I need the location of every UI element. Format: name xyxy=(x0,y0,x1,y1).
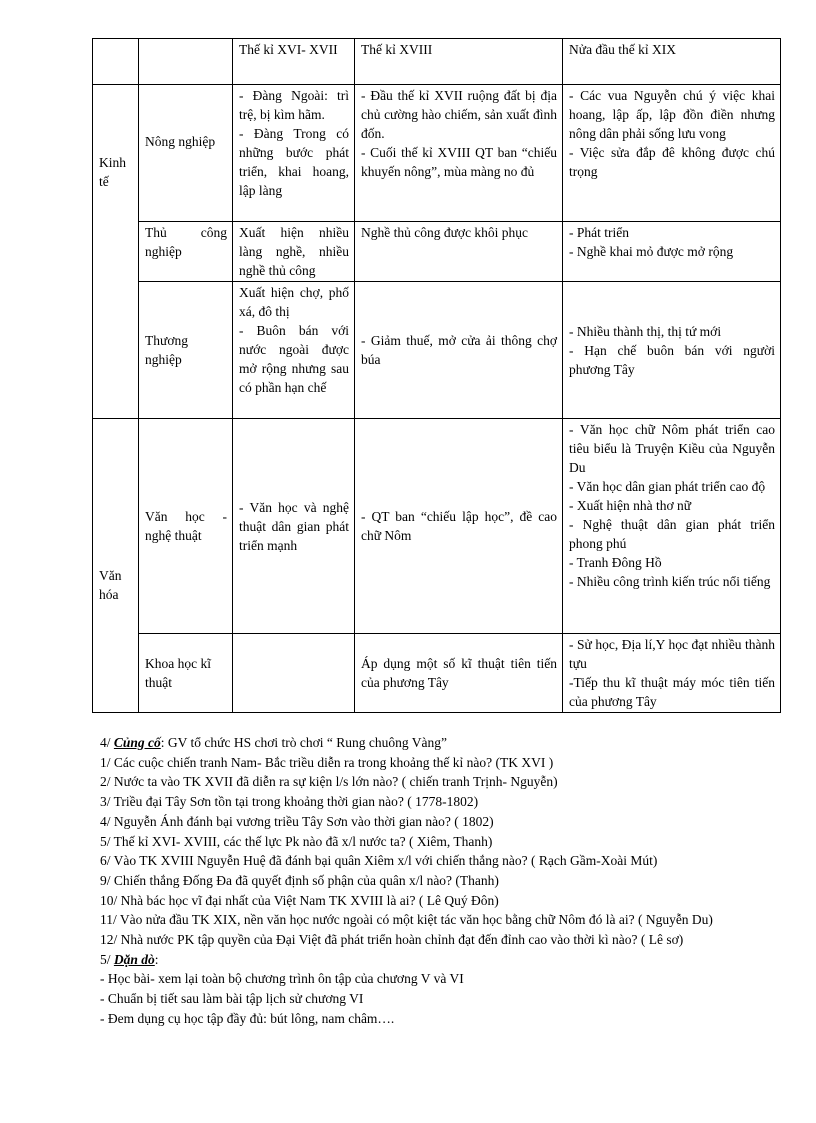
cell-line: - Sử học, Địa lí,Y học đạt nhiều thành tựu xyxy=(569,637,775,671)
cell-line: - Nghề khai mỏ được mở rộng xyxy=(569,244,734,259)
homework-item: - Học bài- xem lại toàn bộ chương trình ôn tập của chương V và VI xyxy=(100,971,464,987)
cell-c3 xyxy=(563,634,781,713)
cell-line: - Cuối thế kỉ XVIII QT ban “chiếu khuyến nông”, mùa màng no đủ xyxy=(361,145,557,179)
cell-c2 xyxy=(355,419,563,634)
history-review-table xyxy=(92,38,781,713)
header-c1: Thế kỉ XVI- XVII xyxy=(233,39,355,85)
cell-c2 xyxy=(355,85,563,222)
cell-c1 xyxy=(233,222,355,282)
row-label: Thủ công nghiệp xyxy=(139,222,233,282)
cell-line: - Nhiều thành thị, thị tứ mới xyxy=(569,323,722,339)
section-number: 5/ xyxy=(100,951,111,967)
cell-c3 xyxy=(563,222,781,282)
section-title: Củng cố xyxy=(113,735,161,750)
row-thuong-nghiep xyxy=(93,282,781,419)
homework-list xyxy=(100,969,790,1028)
question-item: 11/ Vào nửa đầu TK XIX, nền văn học nước ngoài có một kiệt tác văn học bằng chữ Nôm đó là ai? ( Nguyễn Du) xyxy=(100,912,713,928)
cell-c3 xyxy=(563,419,781,634)
cell-line: - Phát triển xyxy=(569,225,629,240)
cell-line: -Tiếp thu kĩ thuật máy móc tiên tiến của phương Tây xyxy=(569,675,775,709)
cell-line: - Nhiều công trình kiến trúc nổi tiếng xyxy=(569,574,771,589)
row-nong-nghiep xyxy=(93,85,781,222)
cell-line: - QT ban “chiếu lập học”, đề cao chữ Nôm xyxy=(361,509,557,543)
cell-line: - Đàng Trong có những bước phát triển, khai hoang, lập làng xyxy=(239,126,349,198)
question-item: 10/ Nhà bác học vĩ đại nhất của Việt Nam TK XVIII là ai? ( Lê Quý Đôn) xyxy=(100,892,499,908)
homework-item: - Chuẩn bị tiết sau làm bài tập lịch sử chương VI xyxy=(100,991,364,1007)
cell-line: Xuất hiện nhiều làng nghề, nhiều nghề thủ công xyxy=(239,225,349,278)
section-text: : xyxy=(154,951,159,967)
question-item: 12/ Nhà nước PK tập quyền của Đại Việt đã phát triển hoàn chỉnh đạt đến đỉnh cao vào thời kì nào? ( Lê sơ) xyxy=(100,932,684,948)
header-row xyxy=(93,39,781,85)
header-blank-2 xyxy=(139,39,233,85)
question-item: 9/ Chiến thắng Đống Đa đã quyết định số phận của quân x/l nào? (Thanh) xyxy=(100,872,499,888)
cell-line: - Giảm thuế, mở cửa ải thông chợ búa xyxy=(361,333,557,367)
section-cung-co xyxy=(100,733,790,753)
row-label: Nông nghiệp xyxy=(139,85,233,222)
row-label: Văn học - nghệ thuật xyxy=(139,419,233,634)
cell-c2 xyxy=(355,634,563,713)
cell-line: - Đàng Ngoài: trì trệ, bị kìm hãm. xyxy=(239,88,349,122)
group-van-hoa: Văn hóa xyxy=(93,419,139,713)
section-title: Dặn dò xyxy=(113,951,155,967)
cell-line: - Xuất hiện nhà thơ nữ xyxy=(569,498,692,513)
cell-c2 xyxy=(355,282,563,419)
lesson-notes xyxy=(100,733,790,1029)
section-number: 4/ xyxy=(100,735,111,750)
cell-c1 xyxy=(233,282,355,419)
cell-c2 xyxy=(355,222,563,282)
cell-c3 xyxy=(563,85,781,222)
cell-line: Áp dụng một số kĩ thuật tiên tiến của phương Tây xyxy=(361,656,557,690)
cell-line: - Hạn chế buôn bán với người phương Tây xyxy=(569,342,775,377)
cell-line: - Nghệ thuật dân gian phát triển phong phú xyxy=(569,517,775,551)
section-dan-do xyxy=(100,950,790,970)
cell-line: - Các vua Nguyễn chú ý việc khai hoang, lập ấp, lập đồn điền nhưng nông dân phải sống lưu vong xyxy=(569,88,775,141)
row-thu-cong xyxy=(93,222,781,282)
header-blank-1 xyxy=(93,39,139,85)
cell-line: - Văn học dân gian phát triển cao độ xyxy=(569,479,766,494)
cell-line: - Việc sửa đắp đê không được chú trọng xyxy=(569,145,775,179)
group-kinh-te: Kinh tế xyxy=(93,85,139,419)
cell-c1 xyxy=(233,419,355,634)
header-c3: Nửa đầu thế kỉ XIX xyxy=(563,39,781,85)
row-khoa-hoc xyxy=(93,634,781,713)
cell-line: - Đầu thế kỉ XVII ruộng đất bị địa chủ cường hào chiếm, sản xuất đình đốn. xyxy=(361,88,557,141)
cell-c1 xyxy=(233,634,355,713)
cell-line: - Văn học chữ Nôm phát triển cao tiêu biểu là Truyện Kiều của Nguyễn Du xyxy=(569,422,775,475)
cell-line: - Văn học và nghệ thuật dân gian phát triển mạnh xyxy=(239,499,349,553)
cell-c1 xyxy=(233,85,355,222)
row-van-hoc xyxy=(93,419,781,634)
header-c2: Thế kỉ XVIII xyxy=(355,39,563,85)
homework-item: - Đem dụng cụ học tập đầy đủ: bút lông, nam châm…. xyxy=(100,1010,395,1026)
question-item: 5/ Thế kỉ XVI- XVIII, các thế lực Pk nào đã x/l nước ta? ( Xiêm, Thanh) xyxy=(100,833,493,849)
section-text: : GV tổ chức HS chơi trò chơi “ Rung chuông Vàng” xyxy=(160,735,447,750)
cell-line: - Buôn bán với nước ngoài được mở rộng nhưng sau có phần hạn chế xyxy=(239,323,349,395)
question-item: 6/ Vào TK XVIII Nguyễn Huệ đã đánh bại quân Xiêm x/l với chiến thắng nào? ( Rạch Gầm-Xoài Mút) xyxy=(100,853,658,869)
cell-line: Xuất hiện chợ, phố xá, đô thị xyxy=(239,285,349,319)
question-item: 2/ Nước ta vào TK XVII đã diễn ra sự kiện l/s lớn nào? ( chiến tranh Trịnh- Nguyễn) xyxy=(100,774,558,790)
question-item: 1/ Các cuộc chiến tranh Nam- Bắc triều diễn ra trong khoảng thế kỉ nào? (TK XVI ) xyxy=(100,754,554,770)
row-label: Khoa học kĩ thuật xyxy=(139,634,233,713)
row-label: Thương nghiệp xyxy=(139,282,233,419)
question-item: 3/ Triều đại Tây Sơn tồn tại trong khoảng thời gian nào? ( 1778-1802) xyxy=(100,794,479,810)
question-list xyxy=(100,753,790,950)
cell-c3 xyxy=(563,282,781,419)
cell-line: Nghề thủ công được khôi phục xyxy=(361,225,529,240)
cell-line: - Tranh Đông Hồ xyxy=(569,555,662,570)
question-item: 4/ Nguyễn Ánh đánh bại vương triều Tây Sơn vào thời gian nào? ( 1802) xyxy=(100,813,494,829)
